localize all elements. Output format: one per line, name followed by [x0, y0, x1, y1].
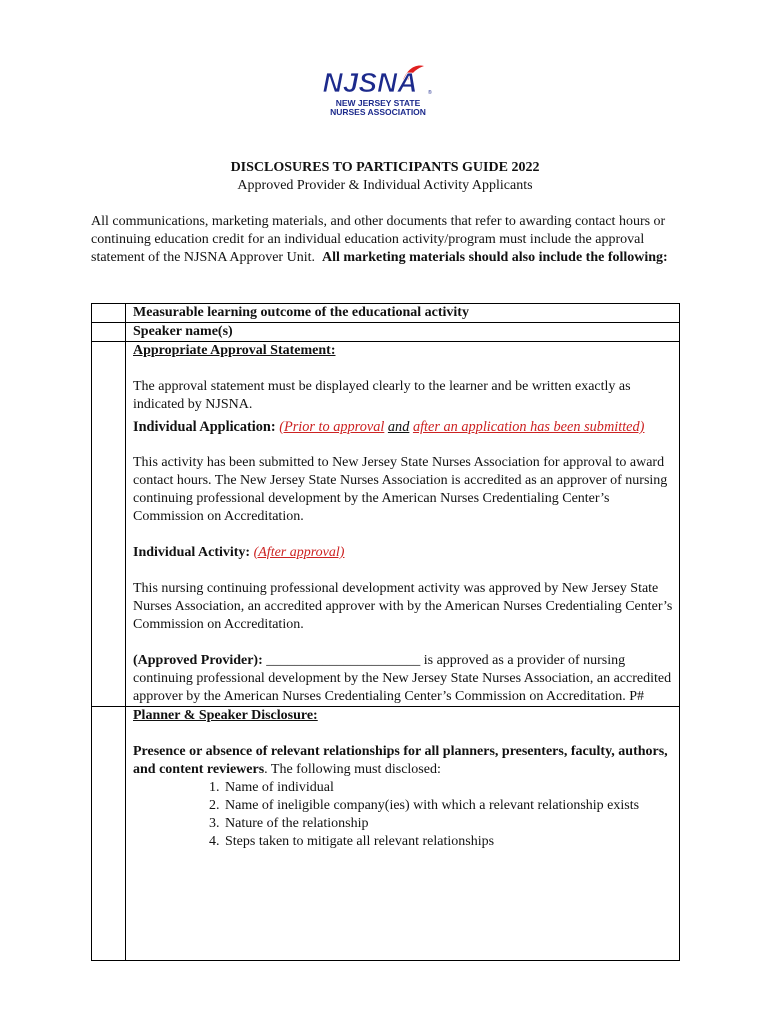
- after-approval-note: (After approval): [253, 545, 345, 560]
- row-content-cell: [126, 323, 680, 342]
- list-item: 1. Name of individual: [223, 779, 675, 797]
- individual-application-label: Individual Application:: [133, 419, 276, 435]
- row-content-cell: [126, 707, 680, 961]
- row-marker-cell: [92, 342, 126, 707]
- individual-application-line: [133, 418, 675, 436]
- prior-to-approval-note: (Prior to approval: [279, 419, 385, 435]
- disclosure-tail-text: . The following must disclosed:: [264, 762, 441, 777]
- intro-bold-text: All marketing materials should also include the following:: [321, 250, 668, 265]
- table-row: [92, 304, 680, 323]
- list-item: 2. Name of ineligible company(ies) with which a relevant relationship exists: [223, 797, 675, 815]
- row-content-cell: [126, 304, 680, 323]
- disclosure-list: [133, 779, 675, 851]
- row-marker-cell: [92, 707, 126, 961]
- after-submission-note: after an application has been submitted): [412, 419, 645, 435]
- list-item: 3. Nature of the relationship: [223, 815, 675, 833]
- provider-name-blank: ______________________: [266, 653, 421, 668]
- requirements-table: [91, 303, 680, 961]
- approved-provider-statement: [133, 652, 675, 706]
- svg-text:NEW JERSEY STATE: NEW JERSEY STATE: [335, 98, 421, 108]
- njsna-logo: [308, 62, 458, 122]
- njsna-logo-graphic: [308, 62, 458, 122]
- approval-intro: The approval statement must be displayed clearly to the learner and be written exactly as indicated by NJSNA.: [133, 379, 631, 412]
- disclosure-heading: Planner & Speaker Disclosure:: [133, 708, 318, 723]
- row-marker-cell: [92, 323, 126, 342]
- list-item: 4. Steps taken to mitigate all relevant relationships: [223, 833, 675, 851]
- speaker-names-label: Speaker name(s): [133, 324, 233, 339]
- individual-application-statement: This activity has been submitted to New Jersey State Nurses Association for approval to award contact hours. The New Jersey State Nurses Association is accredited as an approver of nursing continuing professional development by the American Nurses Credentialing Center’s Commission on Accreditation.: [133, 455, 668, 524]
- table-row: [92, 707, 680, 961]
- disclosure-bold-text: Presence or absence of relevant relationships for all planners, presenters, faculty, authors, and content reviewers: [133, 744, 668, 777]
- individual-activity-line: [133, 544, 675, 562]
- approved-provider-text: is approved as a provider of nursing continuing professional development by the New Jersey State Nurses Association, an accredited approver by the American Nurses Credentialing Center’s Commission on Accreditation. P#: [133, 653, 672, 704]
- approved-provider-label: (Approved Provider):: [133, 653, 263, 668]
- intro-text: All communications, marketing materials, and other documents that refer to awarding contact hours or continuing education credit for an individual education activity/program must include the approval statement of the NJSNA Approver Unit.: [91, 214, 666, 265]
- document-subtitle: Approved Provider & Individual Activity Applicants: [237, 178, 533, 193]
- row-content-cell: [126, 342, 680, 707]
- individual-activity-label: Individual Activity:: [133, 545, 251, 560]
- document-title: DISCLOSURES TO PARTICIPANTS GUIDE 2022: [230, 160, 540, 175]
- learning-outcome-label: Measurable learning outcome of the educational activity: [133, 305, 469, 320]
- and-connector: and: [387, 419, 410, 435]
- svg-text:®: ®: [428, 90, 432, 96]
- individual-activity-statement: This nursing continuing professional development activity was approved by New Jersey State Nurses Association, an accredited approver with by the American Nurses Credentialing Center’s Commission on Accreditation.: [133, 581, 673, 632]
- intro-paragraph: [91, 213, 681, 267]
- row-marker-cell: [92, 304, 126, 323]
- svg-text:NURSES ASSOCIATION: NURSES ASSOCIATION: [330, 107, 426, 117]
- disclosure-requirement: [133, 743, 675, 779]
- table-row: [92, 323, 680, 342]
- approval-heading: Appropriate Approval Statement:: [133, 343, 336, 358]
- table-row: [92, 342, 680, 707]
- svg-text:NJSNA: NJSNA: [322, 67, 418, 98]
